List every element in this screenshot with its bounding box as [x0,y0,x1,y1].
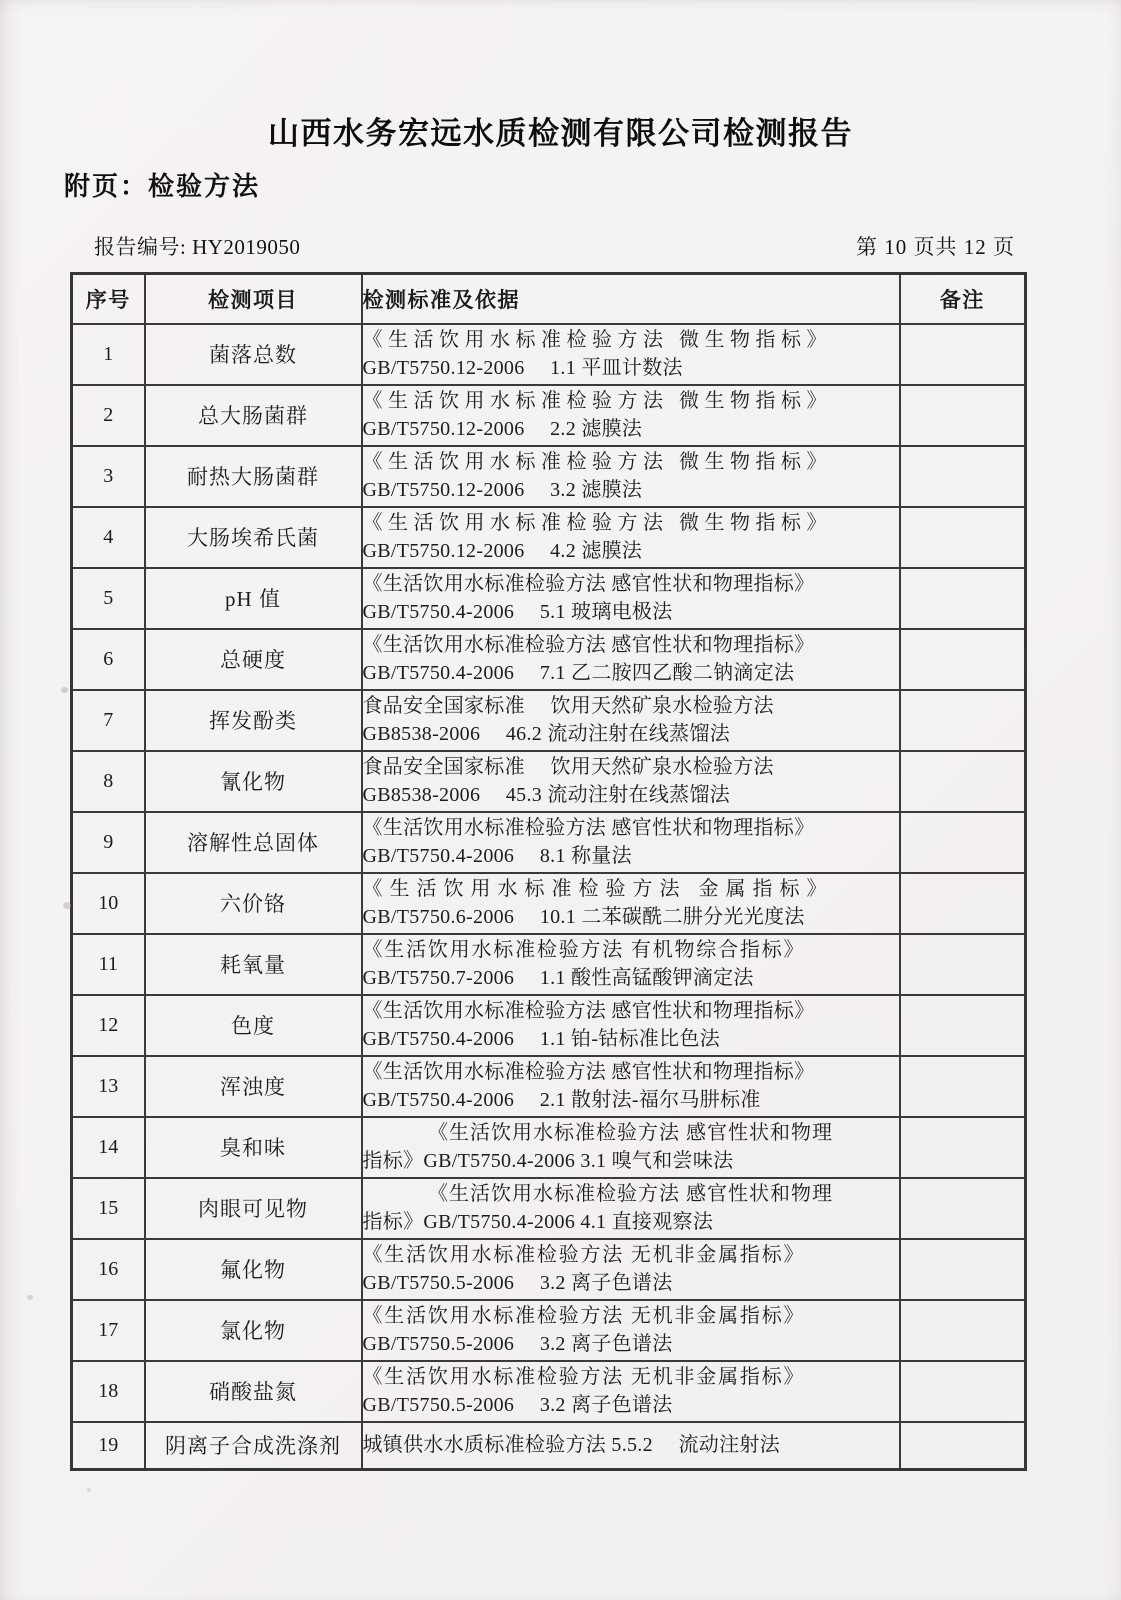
scan-speck [27,1295,33,1300]
test-item-cell: 浑浊度 [145,1056,362,1117]
remark-cell [900,873,1026,934]
method-line: 《生活饮用水标准检验方法 感官性状和物理指标》 [362,816,815,839]
test-item-cell: 六价铬 [145,873,362,934]
method-line: 食品安全国家标准 饮用天然矿泉水检验方法 [362,755,774,778]
remark-cell [900,629,1026,690]
method-cell [362,324,900,385]
row-number-cell: 3 [72,446,145,507]
remark-cell [900,446,1026,507]
table-row [72,934,1026,995]
row-number-cell: 16 [72,1239,145,1300]
row-number-cell: 19 [72,1422,145,1470]
table-row [72,446,1026,507]
method-line: GB/T5750.12-2006 1.1 平皿计数法 [362,357,683,379]
method-cell [362,507,900,568]
method-cell [362,385,900,446]
method-line: GB/T5750.4-2006 1.1 铂-钴标准比色法 [362,1028,721,1050]
col-header-standard: 检测标准及依据 [362,274,900,324]
method-line: GB/T5750.4-2006 5.1 玻璃电极法 [362,601,673,623]
test-item-cell: 耗氧量 [145,934,362,995]
methods-table-body [72,324,1026,1470]
remark-cell [900,1056,1026,1117]
table-row [72,1056,1026,1117]
row-number-cell: 13 [72,1056,145,1117]
page-title: 山西水务宏远水质检测有限公司检测报告 [268,116,853,151]
method-line: 食品安全国家标准 饮用天然矿泉水检验方法 [362,694,774,717]
row-number-cell: 1 [72,324,145,385]
report-number [94,231,300,261]
method-line: GB/T5750.4-2006 7.1 乙二胺四乙酸二钠滴定法 [362,662,795,684]
test-item-cell: 色度 [145,995,362,1056]
row-number-cell: 18 [72,1361,145,1422]
method-line: 《生活饮用水标准检验方法 感官性状和物理指标》 [362,1060,815,1083]
table-row [72,751,1026,812]
method-cell [362,934,900,995]
method-line: 《生活饮用水标准检验方法 有机物综合指标》 [362,938,806,961]
method-cell [362,812,900,873]
method-line: GB/T5750.12-2006 3.2 滤膜法 [362,479,643,501]
remark-cell [900,1422,1026,1470]
remark-cell [900,995,1026,1056]
method-cell [362,1178,900,1239]
remark-cell [900,324,1026,385]
method-line: GB/T5750.12-2006 2.2 滤膜法 [362,418,643,440]
row-number-cell: 2 [72,385,145,446]
method-cell [362,873,900,934]
row-number-cell: 15 [72,1178,145,1239]
test-item-cell: 肉眼可见物 [145,1178,362,1239]
method-cell [362,1422,900,1470]
method-line: 《生活饮用水标准检验方法 无机非金属指标》 [362,1304,806,1327]
method-cell [362,751,900,812]
report-meta-row [94,231,1015,261]
table-row [72,1300,1026,1361]
method-line: GB/T5750.4-2006 2.1 散射法-福尔马肼标准 [362,1089,761,1111]
row-number-cell: 5 [72,568,145,629]
table-row [72,690,1026,751]
table-row [72,1239,1026,1300]
row-number-cell: 9 [72,812,145,873]
remark-cell [900,812,1026,873]
row-number-cell: 14 [72,1117,145,1178]
table-row [72,1361,1026,1422]
header-row [72,274,1026,324]
method-cell [362,1117,900,1178]
test-item-cell: 臭和味 [145,1117,362,1178]
method-line: GB/T5750.12-2006 4.2 滤膜法 [362,540,643,562]
remark-cell [900,1117,1026,1178]
col-header-remark: 备注 [900,274,1026,324]
remark-cell [900,1239,1026,1300]
report-number-value: HY2019050 [192,235,301,259]
method-line: 《生活饮用水标准检验方法 微生物指标》 [362,450,832,473]
table-row [72,995,1026,1056]
methods-table [70,272,1027,1471]
method-line: GB/T5750.4-2006 8.1 称量法 [362,845,632,867]
method-line: GB/T5750.5-2006 3.2 离子色谱法 [362,1333,673,1355]
table-row [72,324,1026,385]
test-item-cell: 溶解性总固体 [145,812,362,873]
method-line: 《生活饮用水标准检验方法 感官性状和物理指标》 [362,572,815,595]
table-row [72,1178,1026,1239]
method-line: 《生活饮用水标准检验方法 感官性状和物理指标》 [362,633,815,656]
test-item-cell: pH 值 [145,568,362,629]
row-number-cell: 11 [72,934,145,995]
table-row [72,873,1026,934]
table-row [72,568,1026,629]
method-line: 城镇供水水质标准检验方法 5.5.2 流动注射法 [362,1434,780,1456]
test-item-cell: 阴离子合成洗涤剂 [145,1422,362,1470]
table-row [72,385,1026,446]
method-cell [362,690,900,751]
method-cell [362,446,900,507]
remark-cell [900,1361,1026,1422]
method-cell [362,629,900,690]
method-cell [362,1300,900,1361]
remark-cell [900,568,1026,629]
remark-cell [900,751,1026,812]
col-header-no: 序号 [72,274,145,324]
method-cell [362,1361,900,1422]
scan-speck [63,902,71,909]
appendix-subtitle: 附页：检验方法 [64,171,261,201]
test-item-cell: 氟化物 [145,1239,362,1300]
table-row [72,629,1026,690]
method-cell [362,1239,900,1300]
row-number-cell: 17 [72,1300,145,1361]
row-number-cell: 6 [72,629,145,690]
method-line: GB/T5750.5-2006 3.2 离子色谱法 [362,1272,673,1294]
method-line: GB/T5750.6-2006 10.1 二苯碳酰二肼分光光度法 [362,906,805,928]
row-number-cell: 10 [72,873,145,934]
method-line: 《生活饮用水标准检验方法 微生物指标》 [362,328,832,351]
test-item-cell: 大肠埃希氏菌 [145,507,362,568]
method-line: 《生活饮用水标准检验方法 无机非金属指标》 [362,1365,806,1388]
table-row [72,812,1026,873]
page-indicator: 第 10 页共 12 页 [856,235,1015,259]
method-line: 《生活饮用水标准检验方法 感官性状和物理指标》 [362,999,815,1022]
methods-table-header [72,274,1026,324]
method-line: 指标》GB/T5750.4-2006 4.1 直接观察法 [362,1211,714,1233]
method-line: 《生活饮用水标准检验方法 感官性状和物理 [428,1182,833,1205]
report-number-label: 报告编号: [94,235,187,259]
table-row [72,1422,1026,1470]
remark-cell [900,934,1026,995]
method-line: GB8538-2006 46.2 流动注射在线蒸馏法 [362,723,731,745]
test-item-cell: 总硬度 [145,629,362,690]
remark-cell [900,385,1026,446]
method-cell [362,1056,900,1117]
method-cell [362,995,900,1056]
method-line: 《生活饮用水标准检验方法 感官性状和物理 [428,1121,833,1144]
test-item-cell: 挥发酚类 [145,690,362,751]
method-line: GB/T5750.5-2006 3.2 离子色谱法 [362,1394,673,1416]
method-line: GB8538-2006 45.3 流动注射在线蒸馏法 [362,784,731,806]
table-row [72,1117,1026,1178]
row-number-cell: 4 [72,507,145,568]
method-line: 《生活饮用水标准检验方法 无机非金属指标》 [362,1243,806,1266]
method-cell [362,568,900,629]
remark-cell [900,1178,1026,1239]
row-number-cell: 7 [72,690,145,751]
scan-speck [61,687,68,693]
method-line: 指标》GB/T5750.4-2006 3.1 嗅气和尝味法 [362,1150,734,1172]
test-item-cell: 菌落总数 [145,324,362,385]
col-header-item: 检测项目 [145,274,362,324]
method-line: 《生活饮用水标准检验方法 金属指标》 [362,877,834,900]
test-item-cell: 耐热大肠菌群 [145,446,362,507]
scan-speck [87,1488,91,1492]
test-item-cell: 氰化物 [145,751,362,812]
table-row [72,507,1026,568]
remark-cell [900,1300,1026,1361]
row-number-cell: 12 [72,995,145,1056]
method-line: GB/T5750.7-2006 1.1 酸性高锰酸钾滴定法 [362,967,754,989]
test-item-cell: 硝酸盐氮 [145,1361,362,1422]
test-item-cell: 总大肠菌群 [145,385,362,446]
row-number-cell: 8 [72,751,145,812]
method-line: 《生活饮用水标准检验方法 微生物指标》 [362,389,832,412]
method-line: 《生活饮用水标准检验方法 微生物指标》 [362,511,832,534]
remark-cell [900,690,1026,751]
test-item-cell: 氯化物 [145,1300,362,1361]
remark-cell [900,507,1026,568]
